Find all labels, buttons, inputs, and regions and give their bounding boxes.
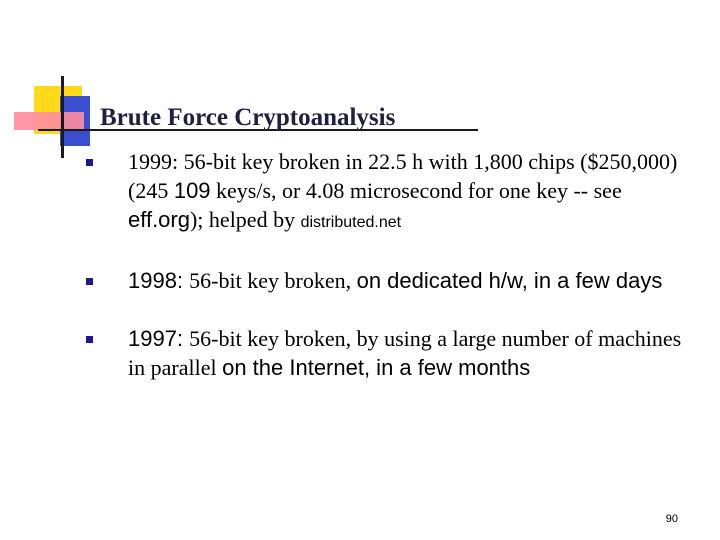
logo-vertical-line (61, 76, 64, 158)
bullet-square-icon (86, 278, 93, 285)
bullet-text-segment: distributed.net (300, 214, 402, 231)
page-number: 90 (665, 513, 678, 525)
bullet-square-icon (86, 159, 93, 166)
bullet-list (86, 147, 696, 382)
bullet-text-segment: keys/s, or 4.08 microsecond for one key -- see (210, 178, 622, 203)
bullet-text-segment: 109 (173, 178, 211, 203)
bullet-item (86, 266, 696, 295)
bullet-text-segment: on dedicated h/w, in a few days (356, 268, 663, 293)
bullet-item (86, 147, 696, 237)
bullet-square-icon (86, 336, 93, 343)
logo-pink-bar (14, 112, 84, 130)
bullet-text-segment: on the Internet, in a few months (222, 355, 531, 380)
bullet-text-segment: 56-bit key broken, by using a large number of machines in parallel (128, 326, 682, 380)
bullet-text-segment: 56-bit key broken, (189, 268, 357, 293)
bullet-text-segment: 1999: 56-bit key broken in 22.5 h with 1,800 chips ($250,000) (245 (128, 149, 678, 203)
bullet-text-segment: eff.org (128, 207, 190, 232)
bullet-item (86, 324, 696, 382)
bullet-text-segment: ); helped by (189, 207, 301, 232)
slide-title: Brute Force Cryptoanalysis (100, 104, 396, 131)
bullet-text-segment: 1998: (128, 268, 190, 293)
bullet-text-segment: 1997: (128, 326, 190, 351)
